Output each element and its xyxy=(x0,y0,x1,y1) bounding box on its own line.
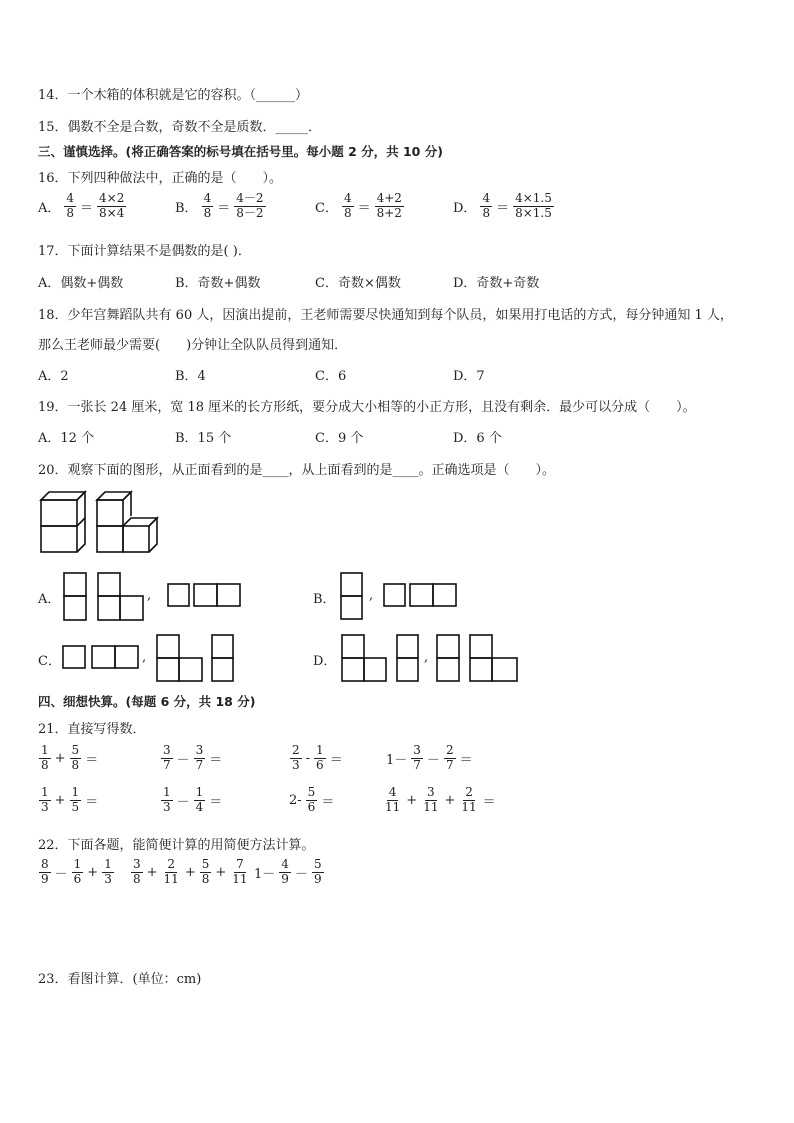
q21-expr-5: $\frac{1}{3}$ + $\frac{1}{5}$ ＝ xyxy=(41,785,99,814)
q20-option-a-label: A． xyxy=(38,592,61,607)
q17-option-c: C．奇数×偶数 xyxy=(315,276,401,291)
question-18-stem-line2: 那么王老师最少需要( )分钟让全队队员得到通知． xyxy=(38,338,348,353)
q20-option-b-views xyxy=(340,572,470,624)
q21-expr-4: 1－ $\frac{3}{7}$ － $\frac{2}{7}$ ＝ xyxy=(386,743,473,772)
q18-option-a: A．2 xyxy=(38,369,69,384)
q18-option-b: B．4 xyxy=(175,369,206,384)
q21-expr-1: $\frac{1}{8}$ + $\frac{5}{8}$ ＝ xyxy=(41,743,99,772)
q20-option-b-label: B． xyxy=(313,592,336,607)
section-4-heading: 四、细想快算。(每题 6 分，共 18 分) xyxy=(38,694,256,709)
fraction: $\frac{4+2}{8+2}$ xyxy=(376,191,402,220)
question-15: 15．偶数不全是合数，奇数不全是质数．_____． xyxy=(38,120,322,135)
comma: , xyxy=(424,650,429,665)
question-20-stem: 20．观察下面的图形，从正面看到的是____，从上面看到的是____。正确选项是（ ）。 xyxy=(38,463,556,478)
q22-expr-2: $\frac{3}{8}$ + $\frac{2}{11}$ + $\frac{5}{8}$ + $\frac{7}{11}$ xyxy=(133,857,248,886)
q16-option-d: D． $\frac{4}{8}$ ＝ $\frac{4\times 1.5}{8\times 1.5}$ xyxy=(453,191,552,220)
q19-option-a: A．12 个 xyxy=(38,431,95,446)
question-17-stem: 17．下面计算结果不是偶数的是( )． xyxy=(38,244,251,259)
q22-expr-1: $\frac{8}{9}$ － $\frac{1}{6}$ + $\frac{1}{3}$ xyxy=(41,857,112,886)
q22-expr-3: 1－ $\frac{4}{9}$ － $\frac{5}{9}$ xyxy=(254,857,322,886)
q20-option-a-views xyxy=(63,572,243,624)
comma: , xyxy=(147,588,152,603)
q20-option-d-views xyxy=(341,634,531,686)
q21-expr-3: $\frac{2}{3}$ - $\frac{1}{6}$ ＝ xyxy=(292,743,343,772)
q21-expr-8: $\frac{4}{11}$ + $\frac{3}{11}$ + $\frac{2}{11}$ ＝ xyxy=(385,785,496,814)
q20-option-c-label: C． xyxy=(38,654,61,669)
q17-option-d: D．奇数+奇数 xyxy=(453,276,540,291)
q19-option-d: D．6 个 xyxy=(453,431,502,446)
q21-expr-6: $\frac{1}{3}$ － $\frac{1}{4}$ ＝ xyxy=(163,785,223,814)
q21-expr-7: 2- $\frac{5}{6}$ ＝ xyxy=(289,785,335,814)
q18-option-c: C．6 xyxy=(315,369,347,384)
q20-option-d-label: D． xyxy=(313,654,337,669)
comma: , xyxy=(142,650,147,665)
fraction: $\frac{4\times 1.5}{8\times 1.5}$ xyxy=(515,191,552,220)
question-18-stem-line1: 18．少年宫舞蹈队共有 60 人，因演出提前，王老师需要尽快通知到每个队员，如果用打电话的方式，每分钟通知 1 人， xyxy=(38,308,733,323)
q16-option-a: A． $\frac{4}{8}$ ＝ $\frac{4\times 2}{8\times 4}$ xyxy=(38,191,125,220)
question-21-stem: 21．直接写得数． xyxy=(38,722,146,737)
fraction: $\frac{4}{8}$ xyxy=(203,191,212,220)
section-3-heading: 三、谨慎选择。(将正确答案的标号填在括号里。每小题 2 分，共 10 分) xyxy=(38,144,443,159)
q16-option-c: C． $\frac{4}{8}$ ＝ $\frac{4+2}{8+2}$ xyxy=(315,191,402,220)
q19-option-b: B．15 个 xyxy=(175,431,232,446)
q18-option-d: D．7 xyxy=(453,369,485,384)
question-19-stem: 19．一张长 24 厘米，宽 18 厘米的长方形纸，要分成大小相等的小正方形，且没有剩余．最少可以分成（ ）。 xyxy=(38,400,696,415)
fraction: $\frac{4\times 2}{8\times 4}$ xyxy=(99,191,125,220)
question-14: 14．一个木箱的体积就是它的容积。（______） xyxy=(38,88,309,103)
fraction: $\frac{4-2}{8-2}$ xyxy=(236,191,264,220)
comma: , xyxy=(369,588,374,603)
question-16-stem: 16．下列四种做法中，正确的是（ ）。 xyxy=(38,171,283,186)
q20-option-c-views xyxy=(62,634,242,686)
q16-option-b: B． $\frac{4}{8}$ ＝ $\frac{4-2}{8-2}$ xyxy=(175,191,264,220)
fraction: $\frac{4}{8}$ xyxy=(66,191,75,220)
q19-option-c: C．9 个 xyxy=(315,431,364,446)
question-23: 23．看图计算．(单位：cm) xyxy=(38,972,202,987)
fraction: $\frac{4}{8}$ xyxy=(343,191,352,220)
q17-option-a: A．偶数+偶数 xyxy=(38,276,124,291)
fraction: $\frac{4}{8}$ xyxy=(482,191,491,220)
q17-option-b: B．奇数+偶数 xyxy=(175,276,261,291)
q21-expr-2: $\frac{3}{7}$ － $\frac{3}{7}$ ＝ xyxy=(163,743,223,772)
question-22-stem: 22．下面各题，能简便计算的用简便方法计算。 xyxy=(38,838,315,853)
cube-figure-right xyxy=(94,488,174,556)
